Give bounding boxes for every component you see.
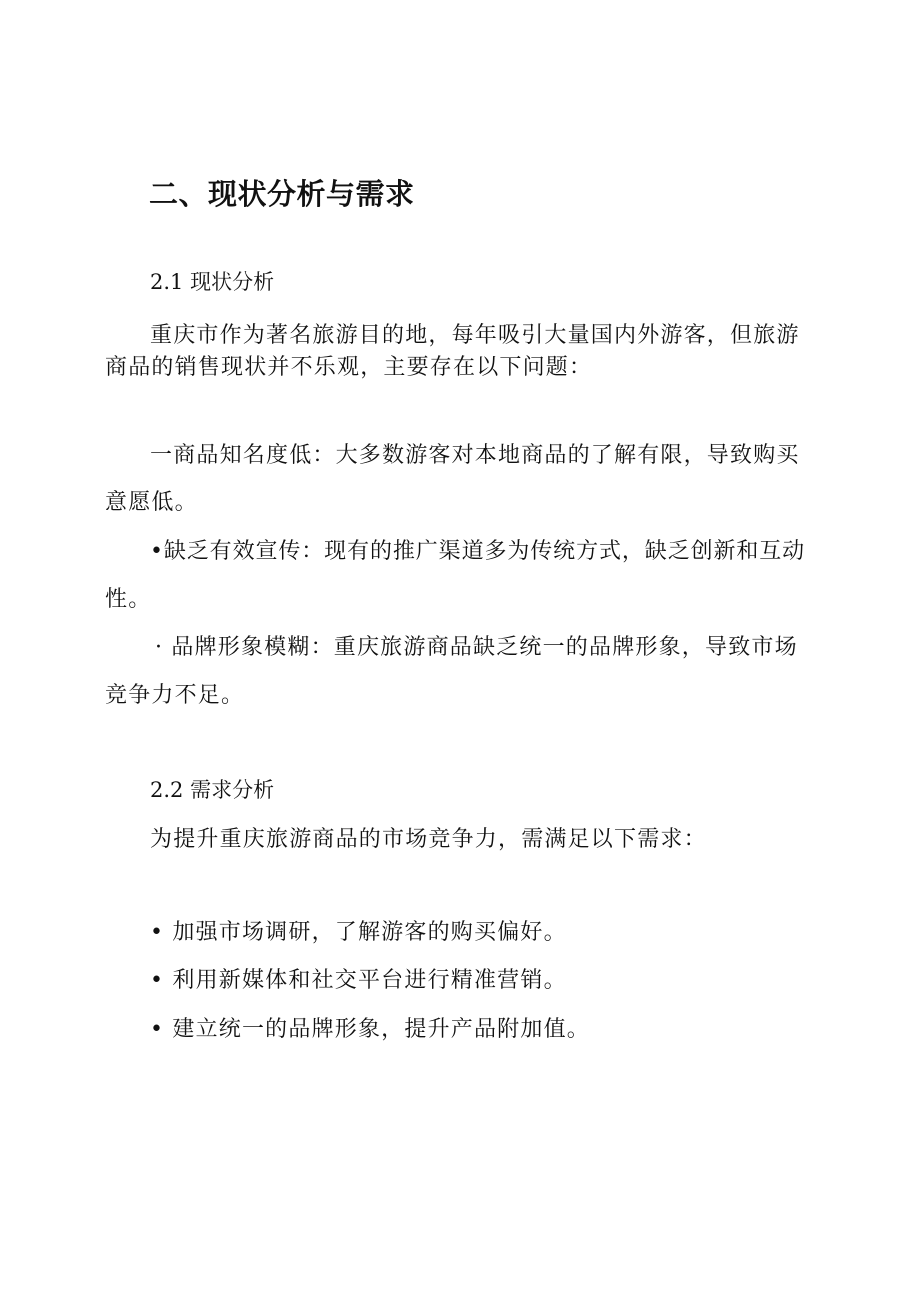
problem-item-1-line-1: 一商品知名度低：大多数游客对本地商品的了解有限，导致购买 xyxy=(150,443,800,468)
intro-paragraph-line-1: 重庆市作为著名旅游目的地，每年吸引大量国内外游客，但旅游 xyxy=(150,323,800,348)
needs-intro: 为提升重庆旅游商品的市场竞争力，需满足以下需求： xyxy=(150,827,707,852)
need-item-1: • 加强市场调研，了解游客的购买偏好。 xyxy=(150,920,567,945)
subsection-title-2-2: 2.2 需求分析 xyxy=(150,778,275,802)
section-title: 二、现状分析与需求 xyxy=(149,177,415,211)
problem-item-1-line-2: 意愿低。 xyxy=(105,490,198,515)
subsection-title-2-1: 2.1 现状分析 xyxy=(150,270,275,294)
need-item-3: • 建立统一的品牌形象，提升产品附加值。 xyxy=(150,1017,590,1042)
intro-paragraph-line-2: 商品的销售现状并不乐观，主要存在以下问题： xyxy=(105,355,593,380)
problem-item-2-line-2: 性。 xyxy=(105,587,152,612)
need-item-2: • 利用新媒体和社交平台进行精准营销。 xyxy=(150,968,567,993)
problem-item-2-line-1: •缺乏有效宣传：现有的推广渠道多为传统方式，缺乏创新和互动 xyxy=(150,539,806,564)
problem-item-3-line-1: · 品牌形象模糊：重庆旅游商品缺乏统一的品牌形象，导致市场 xyxy=(155,635,798,660)
problem-item-3-line-2: 竞争力不足。 xyxy=(105,683,245,708)
